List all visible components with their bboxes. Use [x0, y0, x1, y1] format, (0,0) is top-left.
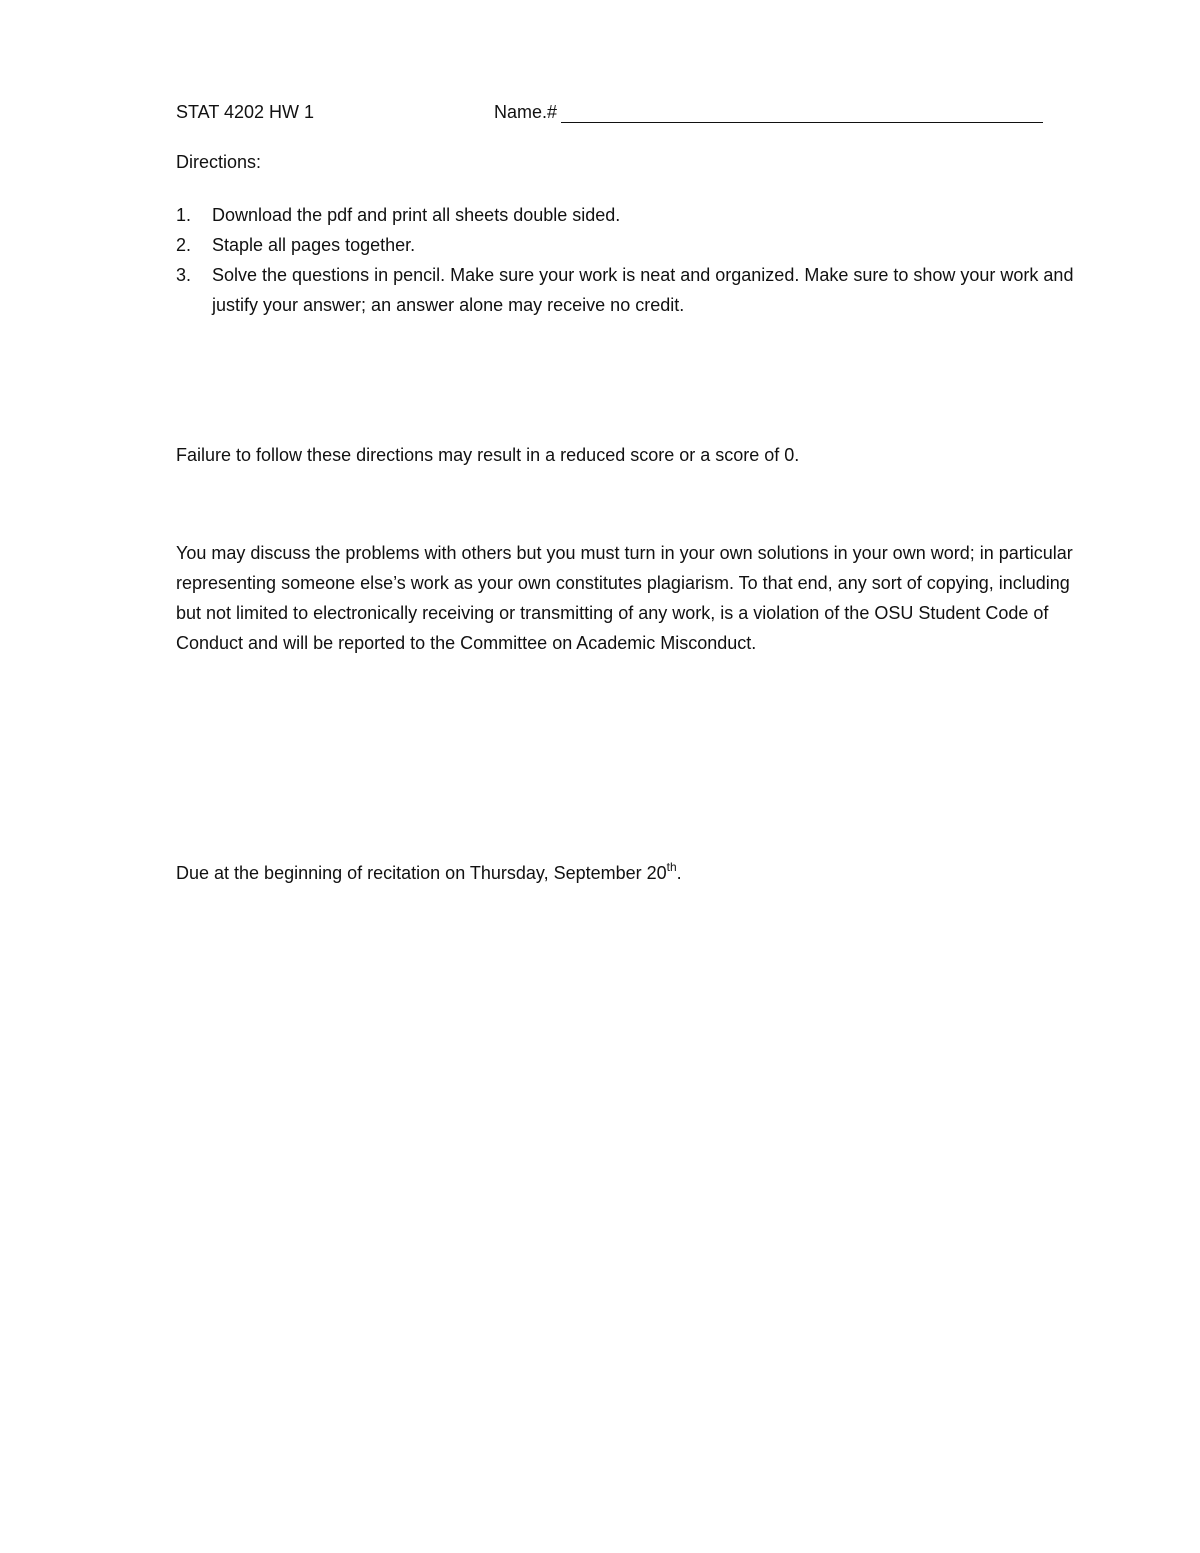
header-row [176, 102, 1056, 128]
directions-item [176, 200, 1076, 230]
directions-item-text: Download the pdf and print all sheets double sided. [212, 205, 621, 225]
failure-notice: Failure to follow these directions may result in a reduced score or a score of 0. [176, 445, 800, 465]
directions-item [176, 230, 1076, 260]
course-title: STAT 4202 HW 1 [176, 102, 315, 122]
academic-integrity-policy: You may discuss the problems with others but you must turn in your own solutions in your own word; in particular representing someone else’s work as your own constitutes plagiarism. To that end, any sort of copying, including but not limited to electronically receiving or transmitting of any work, is a violation of the OSU Student Code of Conduct and will be reported to the Committee on Academic Misconduct. [176, 543, 1073, 653]
name-blank-line [561, 102, 1043, 123]
directions-list [176, 200, 1076, 320]
directions-item-text: Solve the questions in pencil. Make sure your work is neat and organized. Make sure to show your work and justify your answer; an answer alone may receive no credit. [212, 265, 1074, 315]
due-date [176, 858, 1076, 888]
due-date-superscript: th [666, 860, 677, 874]
name-field [494, 102, 1043, 123]
directions-item [176, 260, 1076, 320]
directions-item-number: 1. [176, 205, 192, 225]
directions-heading: Directions: [176, 152, 262, 172]
due-date-end: . [676, 863, 682, 883]
due-date-text: Due at the beginning of recitation on Thursday, September 20 [176, 863, 667, 883]
directions-item-number: 3. [176, 265, 192, 285]
directions-item-number: 2. [176, 235, 192, 255]
name-label: Name.# [494, 102, 558, 122]
directions-item-text: Staple all pages together. [212, 235, 416, 255]
